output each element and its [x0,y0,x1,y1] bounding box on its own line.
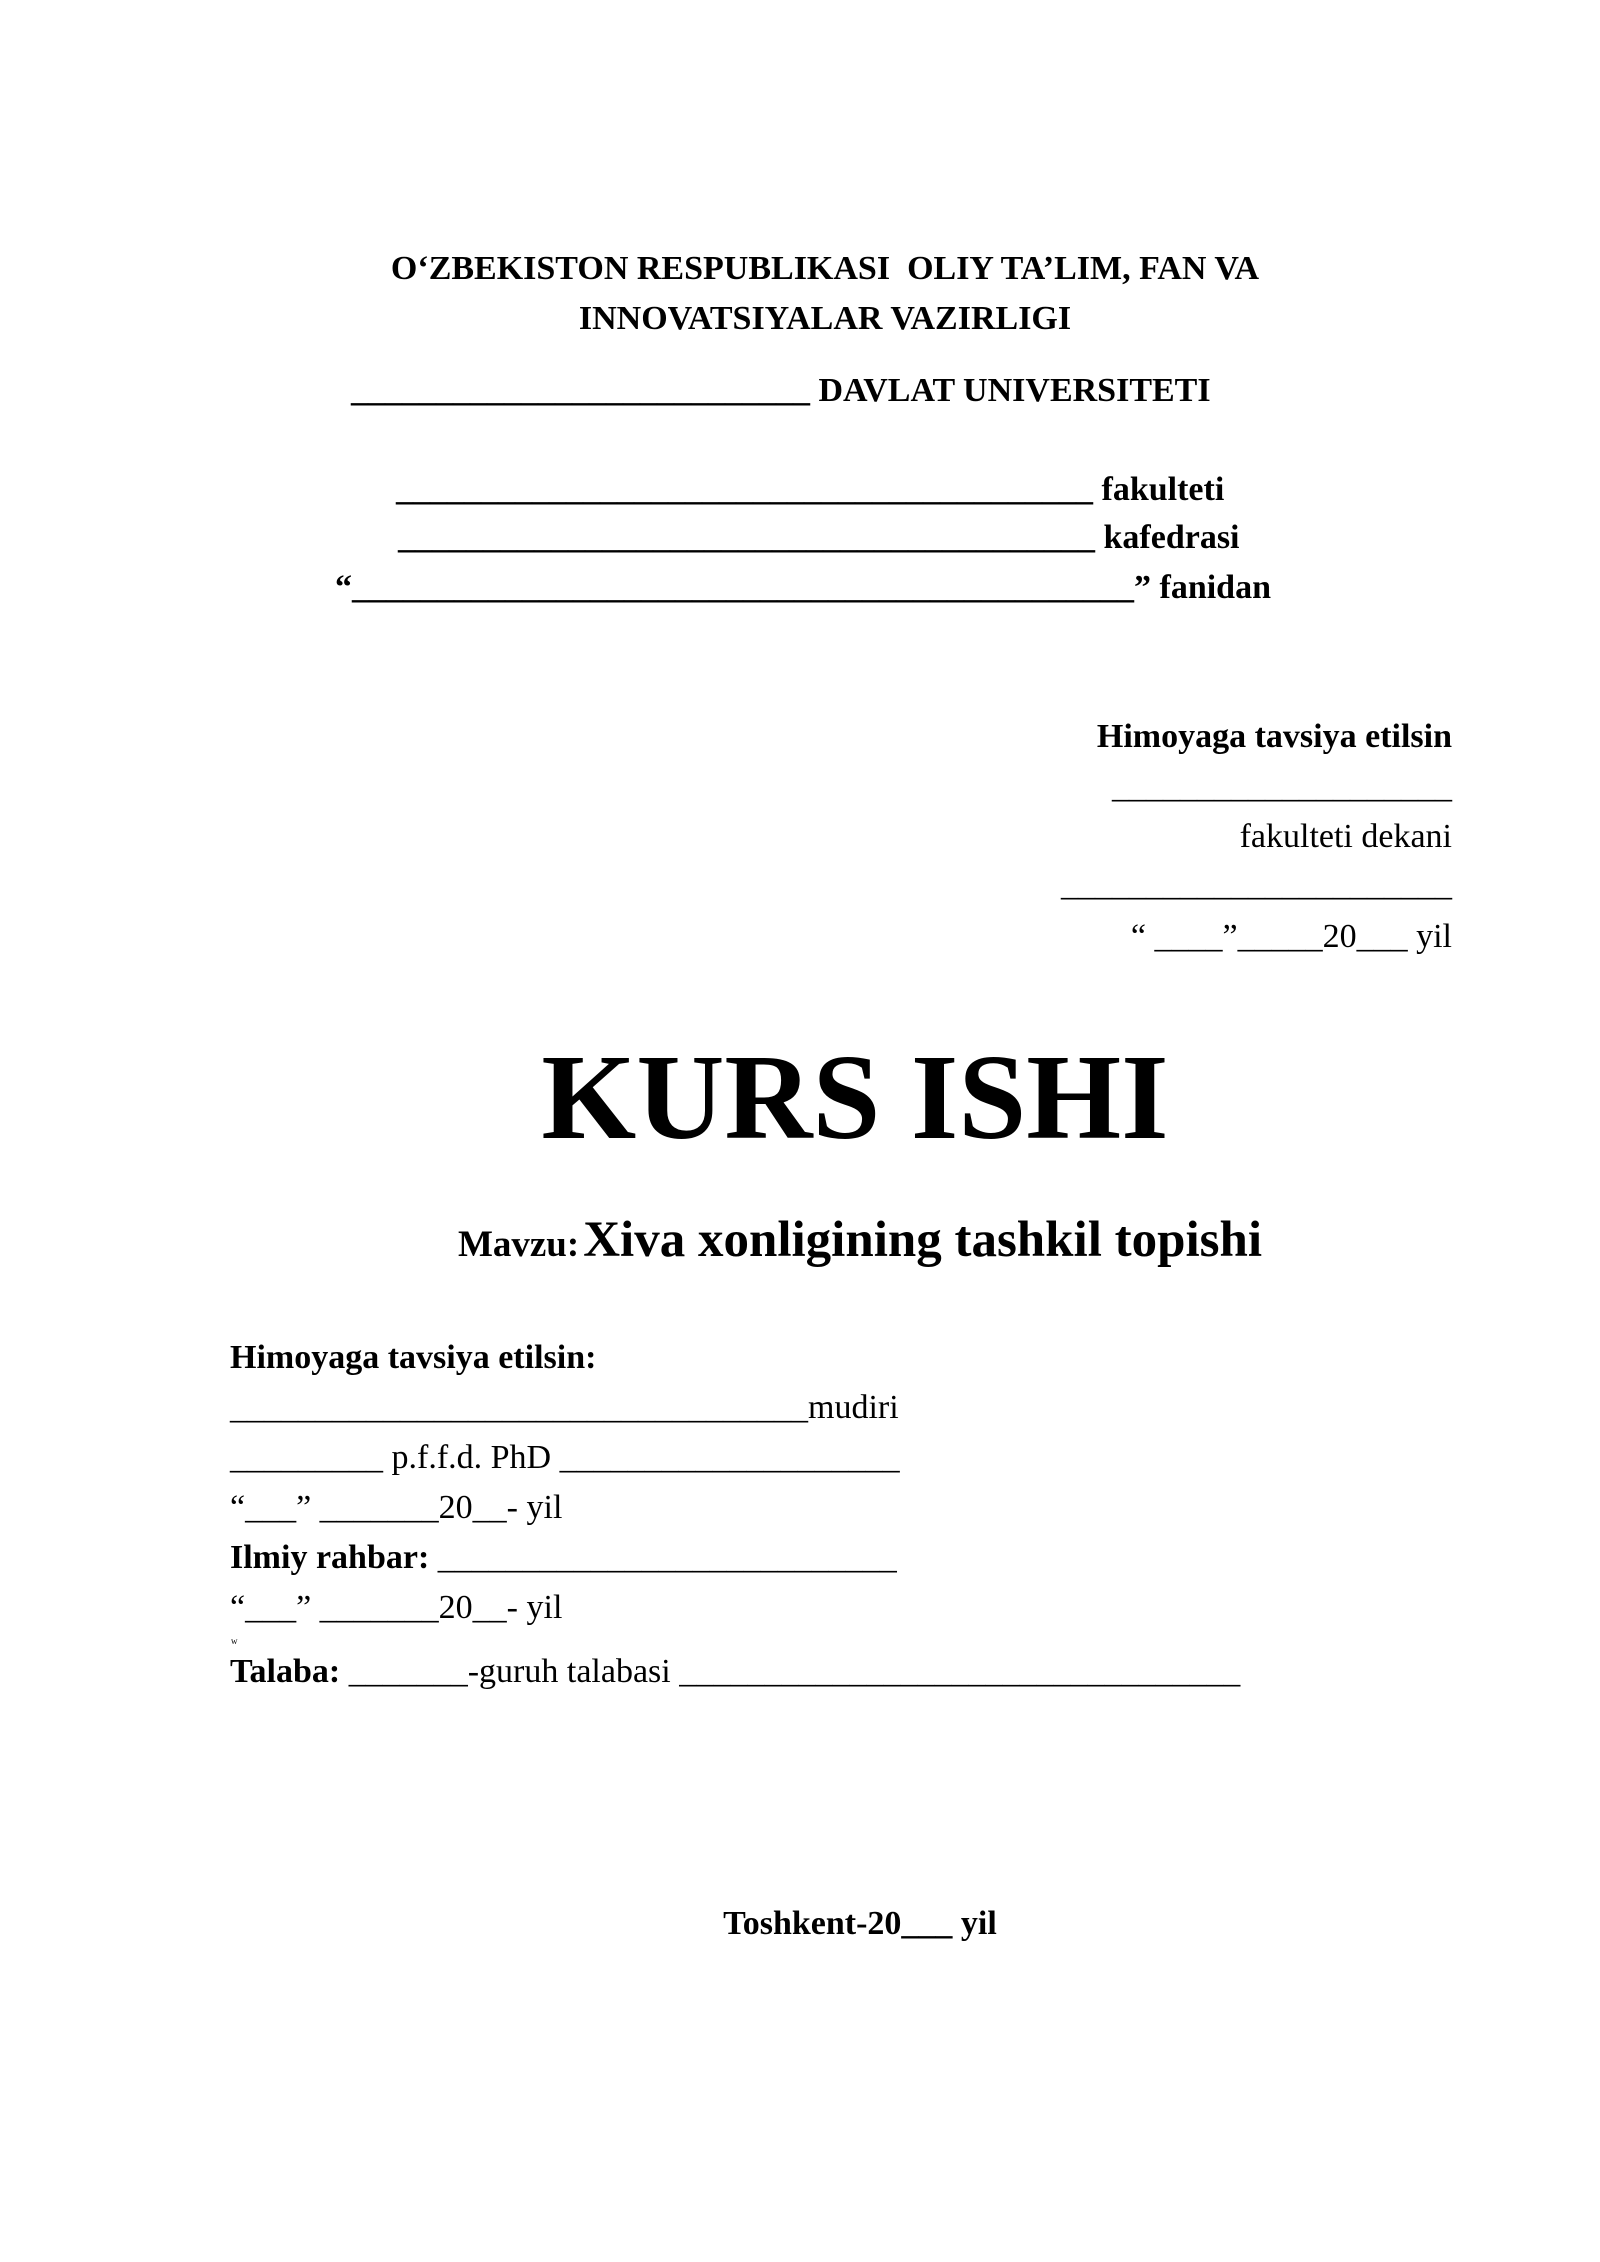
head-signature-line: __________________________________mudiri [230,1389,899,1426]
recommendation-date: “ ____”_____20___ yil [1130,918,1452,955]
document-title: KURS ISHI [541,1030,1169,1165]
ministry-heading-line1: O‘ZBEKISTON RESPUBLIKASI OLIY TA’LIM, FAN VA [390,250,1260,287]
advisor-blank: ___________________________ [429,1539,897,1576]
recommendation-title: Himoyaga tavsiya etilsin [1096,718,1452,755]
ministry-heading-line2: INNOVATSIYALAR VAZIRLIGI [578,300,1072,337]
university-line: ___________________________ DAVLAT UNIVERSITETI [351,372,1211,409]
recommendation-signature-line: ____________________ [1112,768,1452,805]
degree-line: _________ p.f.f.d. PhD ____________________ [230,1439,900,1476]
advisor-line [230,1541,897,1575]
signature-date-2: “___” _______20__- yil [230,1589,563,1626]
footer-city-year: Toshkent-20___ yil [723,1905,997,1942]
advisor-label: Ilmiy rahbar: [230,1539,430,1576]
student-label: Talaba: [230,1653,341,1690]
subject-line: “______________________________________________” fanidan [335,569,1271,606]
small-mark: w [231,1636,238,1646]
department-line: _________________________________________ kafedrasi [398,519,1240,556]
student-blank: _______-guruh talabasi _________________________________ [340,1653,1241,1690]
topic-value: Xiva xonligining tashkil topishi [583,1212,1263,1268]
signatures-title: Himoyaga tavsiya etilsin: [230,1339,597,1376]
topic-label: Mavzu: [457,1224,580,1265]
recommendation-name-line: _______________________ [1061,866,1452,903]
recommendation-dean: fakulteti dekani [1239,818,1452,855]
student-line [230,1655,1240,1689]
faculty-line: _________________________________________ fakulteti [396,471,1225,508]
signature-date-1: “___” _______20__- yil [230,1489,563,1526]
topic-line [0,1212,1600,1268]
